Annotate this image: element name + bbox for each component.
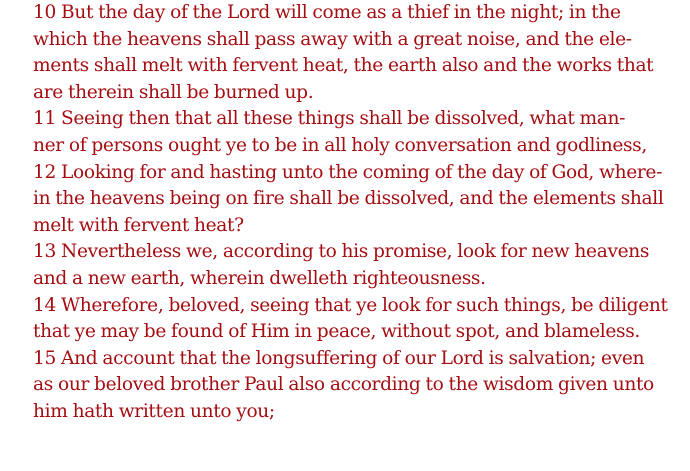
verse-11-line-2: ner of persons ought ye to be in all holy conversation and godliness, [33, 134, 647, 156]
verse-15-line-2: as our beloved brother Paul also according to the wisdom given unto [33, 374, 654, 396]
verse-10-line-3: ments shall melt with fervent heat, the earth also and the works that [33, 55, 654, 77]
verse-10-line-1: 10 But the day of the Lord will come as a thief in the night; in the [33, 2, 621, 23]
verse-15-line-1: 15 And account that the longsuffering of our Lord is salvation; even [33, 347, 645, 369]
verse-12-line-3: melt with fervent heat? [33, 214, 244, 236]
verse-13-line-2: and a new earth, wherein dwelleth righteousness. [33, 267, 486, 289]
verse-13-line-1: 13 Nevertheless we, according to his promise, look for new heavens [33, 241, 650, 263]
verse-10-line-4: are therein shall be burned up. [33, 81, 314, 103]
verse-14-line-1: 14 Wherefore, beloved, seeing that ye look for such things, be diligent [33, 294, 668, 316]
verse-15-line-3: him hath written unto you; [33, 400, 275, 422]
verse-12-line-1: 12 Looking for and hasting unto the coming of the day of God, where- [33, 161, 663, 183]
scripture-text-block [33, 0, 690, 426]
verse-11-line-1: 11 Seeing then that all these things shall be dissolved, what man- [33, 108, 626, 130]
verse-14-line-2: that ye may be found of Him in peace, without spot, and blameless. [33, 321, 640, 343]
verse-12-line-2: in the heavens being on fire shall be dissolved, and the elements shall [33, 188, 664, 210]
verse-10-line-2: which the heavens shall pass away with a great noise, and the ele- [33, 28, 632, 50]
